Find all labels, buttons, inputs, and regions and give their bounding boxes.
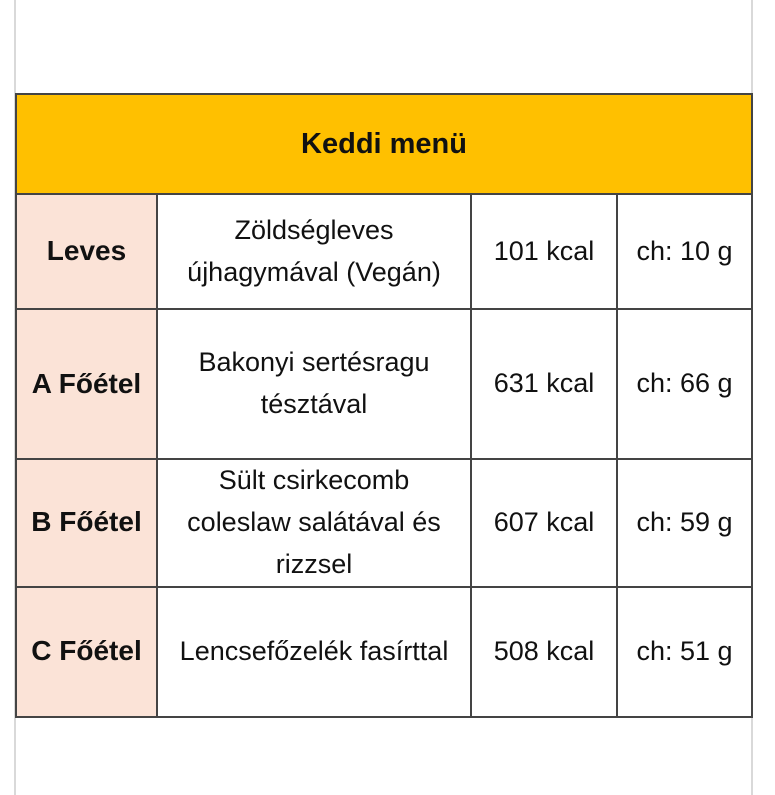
carbohydrate-value: ch: 10 g xyxy=(617,194,752,309)
calories-value: 508 kcal xyxy=(471,587,617,717)
carbohydrate-value: ch: 66 g xyxy=(617,309,752,459)
dish-name: Bakonyi sertésragu tésztával xyxy=(157,309,471,459)
menu-table xyxy=(15,93,753,718)
calories-value: 101 kcal xyxy=(471,194,617,309)
course-name: A Főétel xyxy=(16,309,157,459)
table-row xyxy=(16,459,752,587)
course-name: B Főétel xyxy=(16,459,157,587)
calories-value: 607 kcal xyxy=(471,459,617,587)
menu-title: Keddi menü xyxy=(16,94,752,194)
calories-value: 631 kcal xyxy=(471,309,617,459)
carbohydrate-value: ch: 51 g xyxy=(617,587,752,717)
table-row xyxy=(16,194,752,309)
dish-name: Sült csirkecomb coleslaw salátával és rizzsel xyxy=(157,459,471,587)
carbohydrate-value: ch: 59 g xyxy=(617,459,752,587)
dish-name: Zöldségleves újhagymával (Vegán) xyxy=(157,194,471,309)
course-name: C Főétel xyxy=(16,587,157,717)
menu-title-row xyxy=(16,94,752,194)
dish-name: Lencsefőzelék fasírttal xyxy=(157,587,471,717)
table-row xyxy=(16,587,752,717)
table-row xyxy=(16,309,752,459)
course-name: Leves xyxy=(16,194,157,309)
